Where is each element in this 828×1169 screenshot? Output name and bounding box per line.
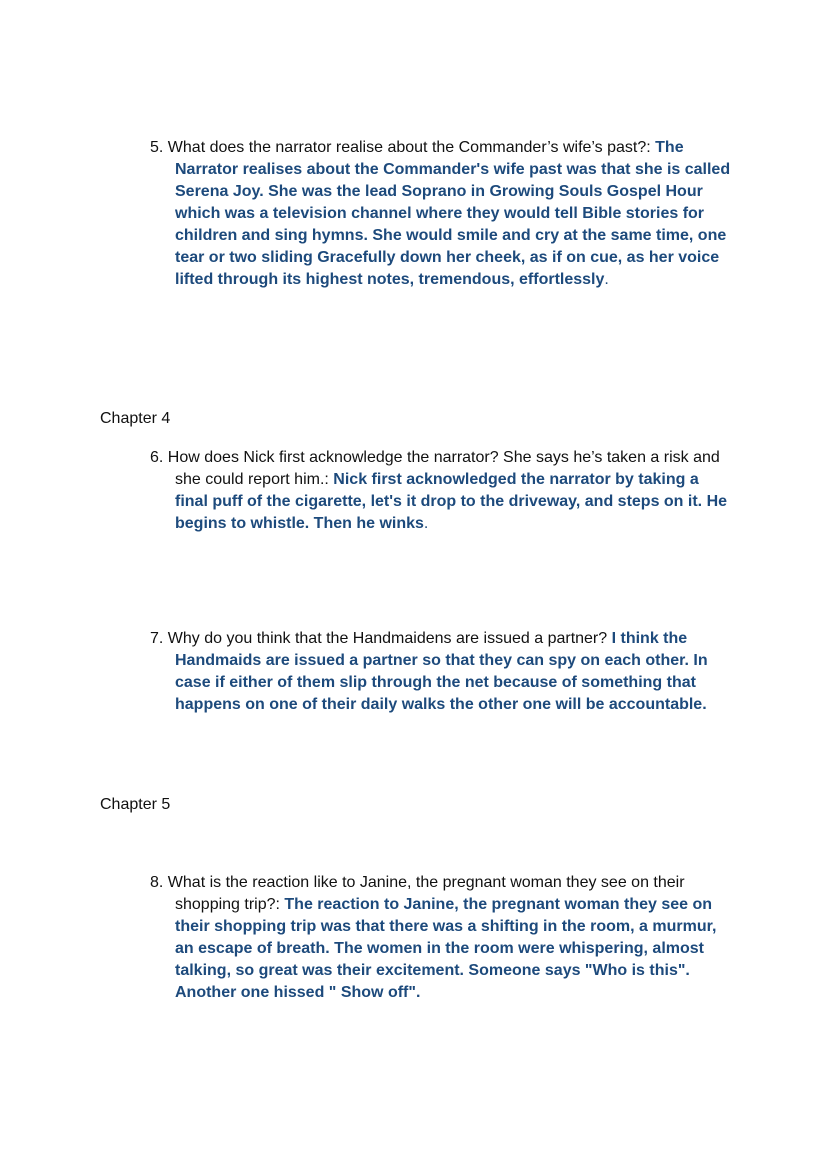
chapter-heading-5: Chapter 5	[100, 796, 171, 813]
answer-tail: .	[604, 271, 609, 288]
question-item-8	[150, 872, 735, 1004]
question-item-5	[150, 137, 735, 291]
question-text: 8. What is the reaction like to Janine, the pregnant woman they see on their shopping trip?:	[150, 874, 685, 913]
answer-text: I think the Handmaids are issued a partner so that they can spy on each other. In case if either of them slip through the net because of something that happens on one of their daily walks the other one will be accountable.	[175, 630, 708, 713]
question-text: 5. What does the narrator realise about the Commander’s wife’s past?:	[150, 139, 656, 156]
answer-tail: .	[423, 515, 429, 532]
answer-text: Nick first acknowledged the narrator by taking a final puff of the cigarette, let's it drop to the driveway, and steps on it. He begins to whistle. Then he winks	[175, 471, 728, 532]
answer-text: The reaction to Janine, the pregnant woman they see on their shopping trip was that there was a shifting in the room, a murmur, an escape of breath. The women in the room were whispering, almost talking, so great was their excitement. Someone says "Who is this". Another one hissed " Show off".	[175, 896, 717, 1001]
question-item-6	[150, 447, 735, 535]
question-text: 7. Why do you think that the Handmaidens are issued a partner?	[150, 630, 612, 647]
answer-text: The Narrator realises about the Commander's wife past was that she is called Serena Joy. She was the lead Soprano in Growing Souls Gospel Hour which was a television channel where they would tell Bible stories for children and sing hymns. She would smile and cry at the same time, one tear or two sliding Gracefully down her cheek, as if on cue, as her voice lifted through its highest notes, tremendous, effortlessly	[175, 139, 731, 288]
question-text: 6. How does Nick first acknowledge the narrator? She says he’s taken a risk and she could report him.:	[150, 449, 720, 488]
chapter-heading-4: Chapter 4	[100, 410, 171, 427]
question-item-7	[150, 628, 735, 716]
